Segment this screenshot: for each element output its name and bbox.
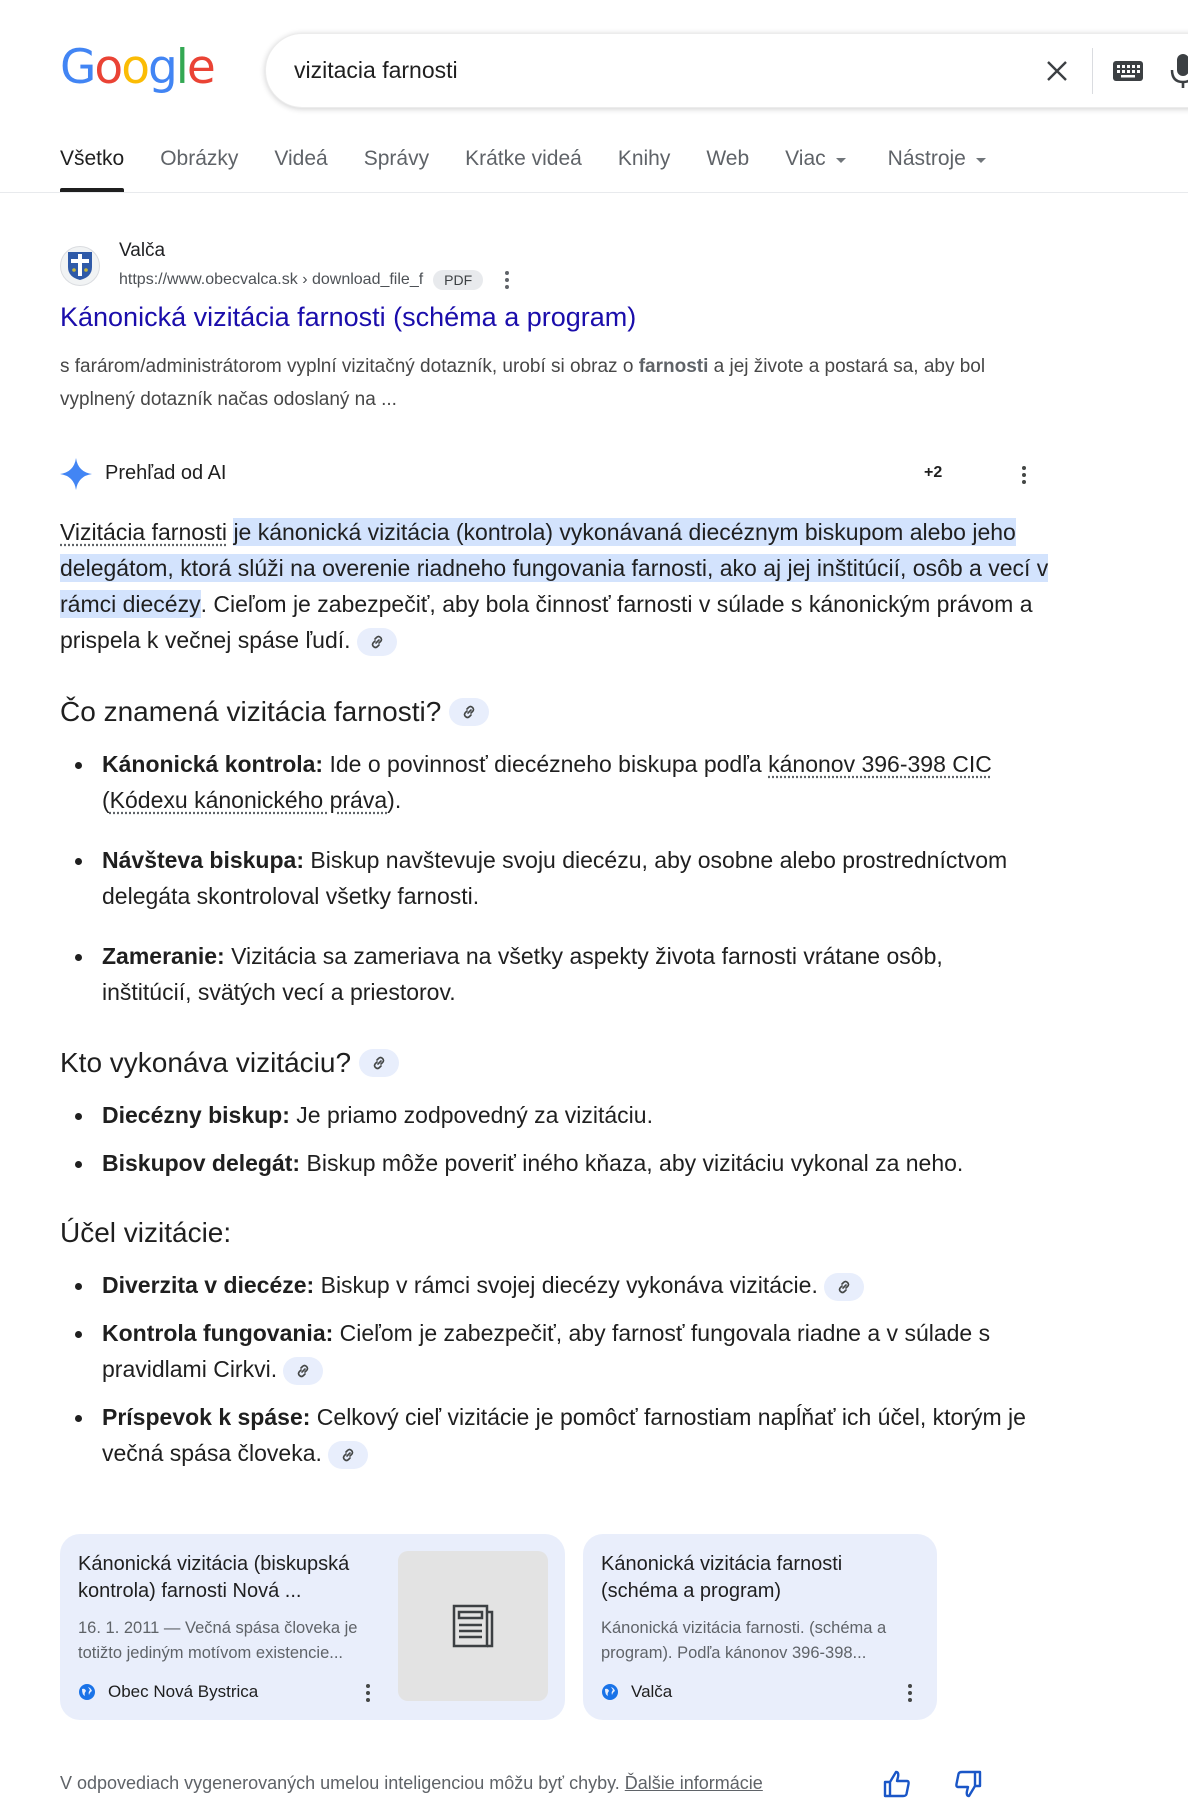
snippet-text: a jej živote a postará sa, aby bol vyplnený dotazník načas odoslaný na ... <box>60 356 986 410</box>
coat-of-arms-icon <box>67 251 93 281</box>
list-item <box>60 1097 1060 1133</box>
list-item <box>60 1315 1050 1387</box>
result-snippet <box>60 350 1040 416</box>
item-text: Vizitácia sa zameriava na všetky aspekty života farnosti vrátane osôb, inštitúcií, svätých vecí a priestorov. <box>102 943 943 1005</box>
link-icon <box>296 1364 310 1378</box>
tab-kratke-videa[interactable] <box>465 142 582 192</box>
link-icon <box>462 705 476 719</box>
caret-down-icon <box>976 158 986 163</box>
card-title: Kánonická vizitácia farnosti (schéma a program) <box>601 1553 843 1602</box>
item-term: Diecézny biskup: <box>102 1102 290 1128</box>
item-term: Príspevok k spáse: <box>102 1404 311 1430</box>
thumbs-up-icon <box>882 1769 912 1799</box>
more-dot <box>1022 473 1026 477</box>
canon-link[interactable]: kánonov 396-398 CIC <box>768 751 992 777</box>
item-text: ( <box>102 787 110 813</box>
ai-overview-title: Prehľad od AI <box>105 462 227 484</box>
snippet-text: s farárom/administrátorom vyplní vizitačný dotazník, urobí si obraz o <box>60 356 639 377</box>
search-input[interactable] <box>294 34 994 107</box>
more-dot <box>1022 466 1026 470</box>
keyboard-icon <box>1113 61 1143 81</box>
disclaimer-text <box>60 1773 763 1794</box>
snippet-keyword: farnosti <box>638 356 709 377</box>
tab-label: Videá <box>274 147 328 170</box>
ai-overview-menu-button[interactable] <box>1022 466 1026 484</box>
item-text: ). <box>387 787 402 813</box>
card-source-name: Obec Nová Bystrica <box>108 1682 259 1701</box>
logo-letter: l <box>175 40 187 95</box>
codex-link[interactable]: Kódexu kánonického práva <box>109 787 388 813</box>
tab-viac[interactable] <box>785 142 845 192</box>
item-text: Biskup môže poveriť iného kňaza, aby vizitáciu vykonal za neho. <box>300 1150 964 1176</box>
ai-overview-intro <box>60 514 1050 658</box>
citation-link-button[interactable] <box>357 628 397 656</box>
list-item <box>60 1267 1050 1303</box>
tab-label: Obrázky <box>160 147 239 170</box>
tab-knihy[interactable] <box>618 142 671 192</box>
item-text: Celkový cieľ vizitácie je pomôcť farnostiam napĺňať ich účel, ktorým je večná spása človeka. <box>102 1404 1026 1466</box>
card-menu-button[interactable] <box>908 1684 912 1702</box>
item-term: Biskupov delegát: <box>102 1150 301 1176</box>
source-card[interactable] <box>60 1534 565 1720</box>
more-dot <box>1022 480 1026 484</box>
globe-icon <box>601 1683 619 1701</box>
item-term: Kontrola fungovania: <box>102 1320 334 1346</box>
heading-text: Kto vykonáva vizitáciu? <box>60 1047 352 1078</box>
tab-nastroje[interactable] <box>888 142 986 192</box>
learn-more-link[interactable]: Ďalšie informácie <box>624 1773 763 1793</box>
link-icon <box>837 1280 851 1294</box>
thumbs-down-button[interactable] <box>953 1769 983 1799</box>
item-text: Cieľom je zabezpečiť, aby farnosť fungovala riadne a v súlade s pravidlami Cirkvi. <box>102 1320 991 1382</box>
ai-overview-header <box>60 456 1040 492</box>
heading-text: Účel vizitácie: <box>60 1217 232 1248</box>
list-item <box>60 1145 1060 1181</box>
citation-link-button[interactable] <box>824 1273 864 1301</box>
header-divider <box>0 192 1188 193</box>
item-term: Diverzita v diecéze: <box>102 1272 315 1298</box>
tab-label: Správy <box>363 147 430 170</box>
card-snippet: Kánonická vizitácia farnosti. (schéma a program). Podľa kánonov 396-398... <box>601 1619 887 1662</box>
search-divider <box>1092 48 1093 94</box>
result-more-button[interactable] <box>505 271 509 289</box>
caret-down-icon <box>836 158 846 163</box>
link-icon <box>372 1056 386 1070</box>
tab-obrazky[interactable] <box>160 142 238 192</box>
pdf-badge: PDF <box>433 270 483 290</box>
url-text: https://www.obecvalca.sk › download_file_f <box>119 271 424 288</box>
item-term: Kánonická kontrola: <box>102 751 324 777</box>
sparkle-icon <box>60 458 92 490</box>
logo-letter: G <box>60 40 95 95</box>
card-source <box>601 1682 672 1702</box>
item-term: Návšteva biskupa: <box>102 847 304 873</box>
logo-letter: g <box>147 40 176 95</box>
bullet-list <box>60 1097 1060 1181</box>
tab-videa[interactable] <box>274 142 327 192</box>
result-title-link[interactable]: Kánonická vizitácia farnosti (schéma a program) <box>60 302 637 332</box>
intro-term-link[interactable]: Vizitácia farnosti <box>60 519 228 545</box>
citation-link-button[interactable] <box>283 1357 323 1385</box>
item-text: Biskup v rámci svojej diecézy vykonáva vizitácie. <box>314 1272 818 1298</box>
more-dot <box>505 278 509 282</box>
section-heading <box>60 692 1060 732</box>
voice-search-button[interactable] <box>1168 52 1188 90</box>
tab-label: Viac <box>785 147 826 170</box>
more-dot <box>366 1698 370 1702</box>
card-menu-button[interactable] <box>366 1684 370 1702</box>
source-card[interactable] <box>583 1534 937 1720</box>
bullet-list <box>60 1267 1050 1471</box>
logo-letter: e <box>186 40 214 95</box>
bullet-list <box>60 746 1020 1010</box>
card-thumbnail <box>398 1551 548 1701</box>
ai-disclaimer <box>60 1769 1060 1799</box>
section-heading <box>60 1043 1060 1083</box>
more-dot <box>366 1691 370 1695</box>
more-dot <box>908 1698 912 1702</box>
card-title: Kánonická vizitácia (biskupská kontrola) farnosti Nová ... <box>78 1553 350 1602</box>
card-snippet: 16. 1. 2011 — Večná spása človeka je totižto jediným motívom existencie... <box>78 1619 358 1662</box>
site-url[interactable] <box>119 270 509 290</box>
tab-web[interactable] <box>706 142 749 192</box>
tab-spravy[interactable] <box>364 142 429 192</box>
globe-icon <box>78 1683 96 1701</box>
thumbs-up-button[interactable] <box>882 1769 912 1799</box>
more-dot <box>505 271 509 275</box>
more-dot <box>366 1684 370 1688</box>
logo-letter: o <box>121 40 148 95</box>
tab-label: Knihy <box>617 147 671 170</box>
disclaimer-body: V odpovediach vygenerovaných umelou inteligenciou môžu byť chyby. <box>60 1773 625 1793</box>
keyboard-button[interactable] <box>1110 54 1146 88</box>
card-source <box>78 1682 258 1702</box>
link-icon <box>370 635 384 649</box>
tab-label: Krátke videá <box>465 147 582 170</box>
card-source-name: Valča <box>631 1682 673 1701</box>
tab-label: Web <box>706 147 750 170</box>
list-item <box>60 746 1020 818</box>
citation-link-button[interactable] <box>449 698 489 726</box>
intro-rest: . Cieľom je zabezpečiť, aby bola činnosť farnosti v súlade s kánonickým právom a prispela k večnej spáse ľudí. <box>60 591 1033 653</box>
link-icon <box>341 1448 355 1462</box>
tab-vsetko[interactable] <box>60 142 124 192</box>
search-tabs <box>60 142 1022 192</box>
item-term: Zameranie: <box>102 943 225 969</box>
section-who-performs <box>60 1043 1060 1193</box>
site-name: Valča <box>119 240 166 261</box>
highlighted-answer: je kánonická vizitácia (kontrola) vykonávaná diecéznym biskupom alebo jeho delegátom, ktorá slúži na overenie riadneho fungovania farnosti, ako aj jej inštitúcií, osôb a vecí v rámci diecézy <box>60 519 1049 617</box>
more-sources-button[interactable]: +2 <box>924 464 943 481</box>
item-text: Biskup navštevuje svoju diecézu, aby osobne alebo prostredníctvom delegáta skontroloval všetky farnosti. <box>102 847 1008 909</box>
list-item <box>60 1399 1050 1471</box>
more-dot <box>505 285 509 289</box>
list-item <box>60 842 1020 914</box>
citation-link-button[interactable] <box>359 1049 399 1077</box>
document-icon <box>449 1602 497 1650</box>
item-text: Ide o povinnosť diecézneho biskupa podľa <box>323 751 769 777</box>
thumbs-down-icon <box>953 1769 983 1799</box>
search-box <box>265 33 1188 108</box>
list-item <box>60 938 1020 1010</box>
section-purpose <box>60 1213 1060 1483</box>
site-favicon[interactable] <box>60 246 100 286</box>
mic-icon <box>1168 52 1188 90</box>
clear-search-button[interactable] <box>1036 50 1078 92</box>
close-icon <box>1045 59 1069 83</box>
logo-letter: o <box>94 40 122 95</box>
more-dot <box>908 1684 912 1688</box>
citation-link-button[interactable] <box>328 1441 368 1469</box>
section-heading <box>60 1213 1060 1253</box>
item-text: Je priamo zodpovedný za vizitáciu. <box>289 1102 653 1128</box>
heading-text: Čo znamená vizitácia farnosti? <box>60 696 442 727</box>
tab-label: Nástroje <box>887 147 966 170</box>
section-what-it-means <box>60 692 1060 1022</box>
tab-label: Všetko <box>60 147 125 170</box>
more-dot <box>908 1691 912 1695</box>
google-logo[interactable] <box>60 40 214 95</box>
